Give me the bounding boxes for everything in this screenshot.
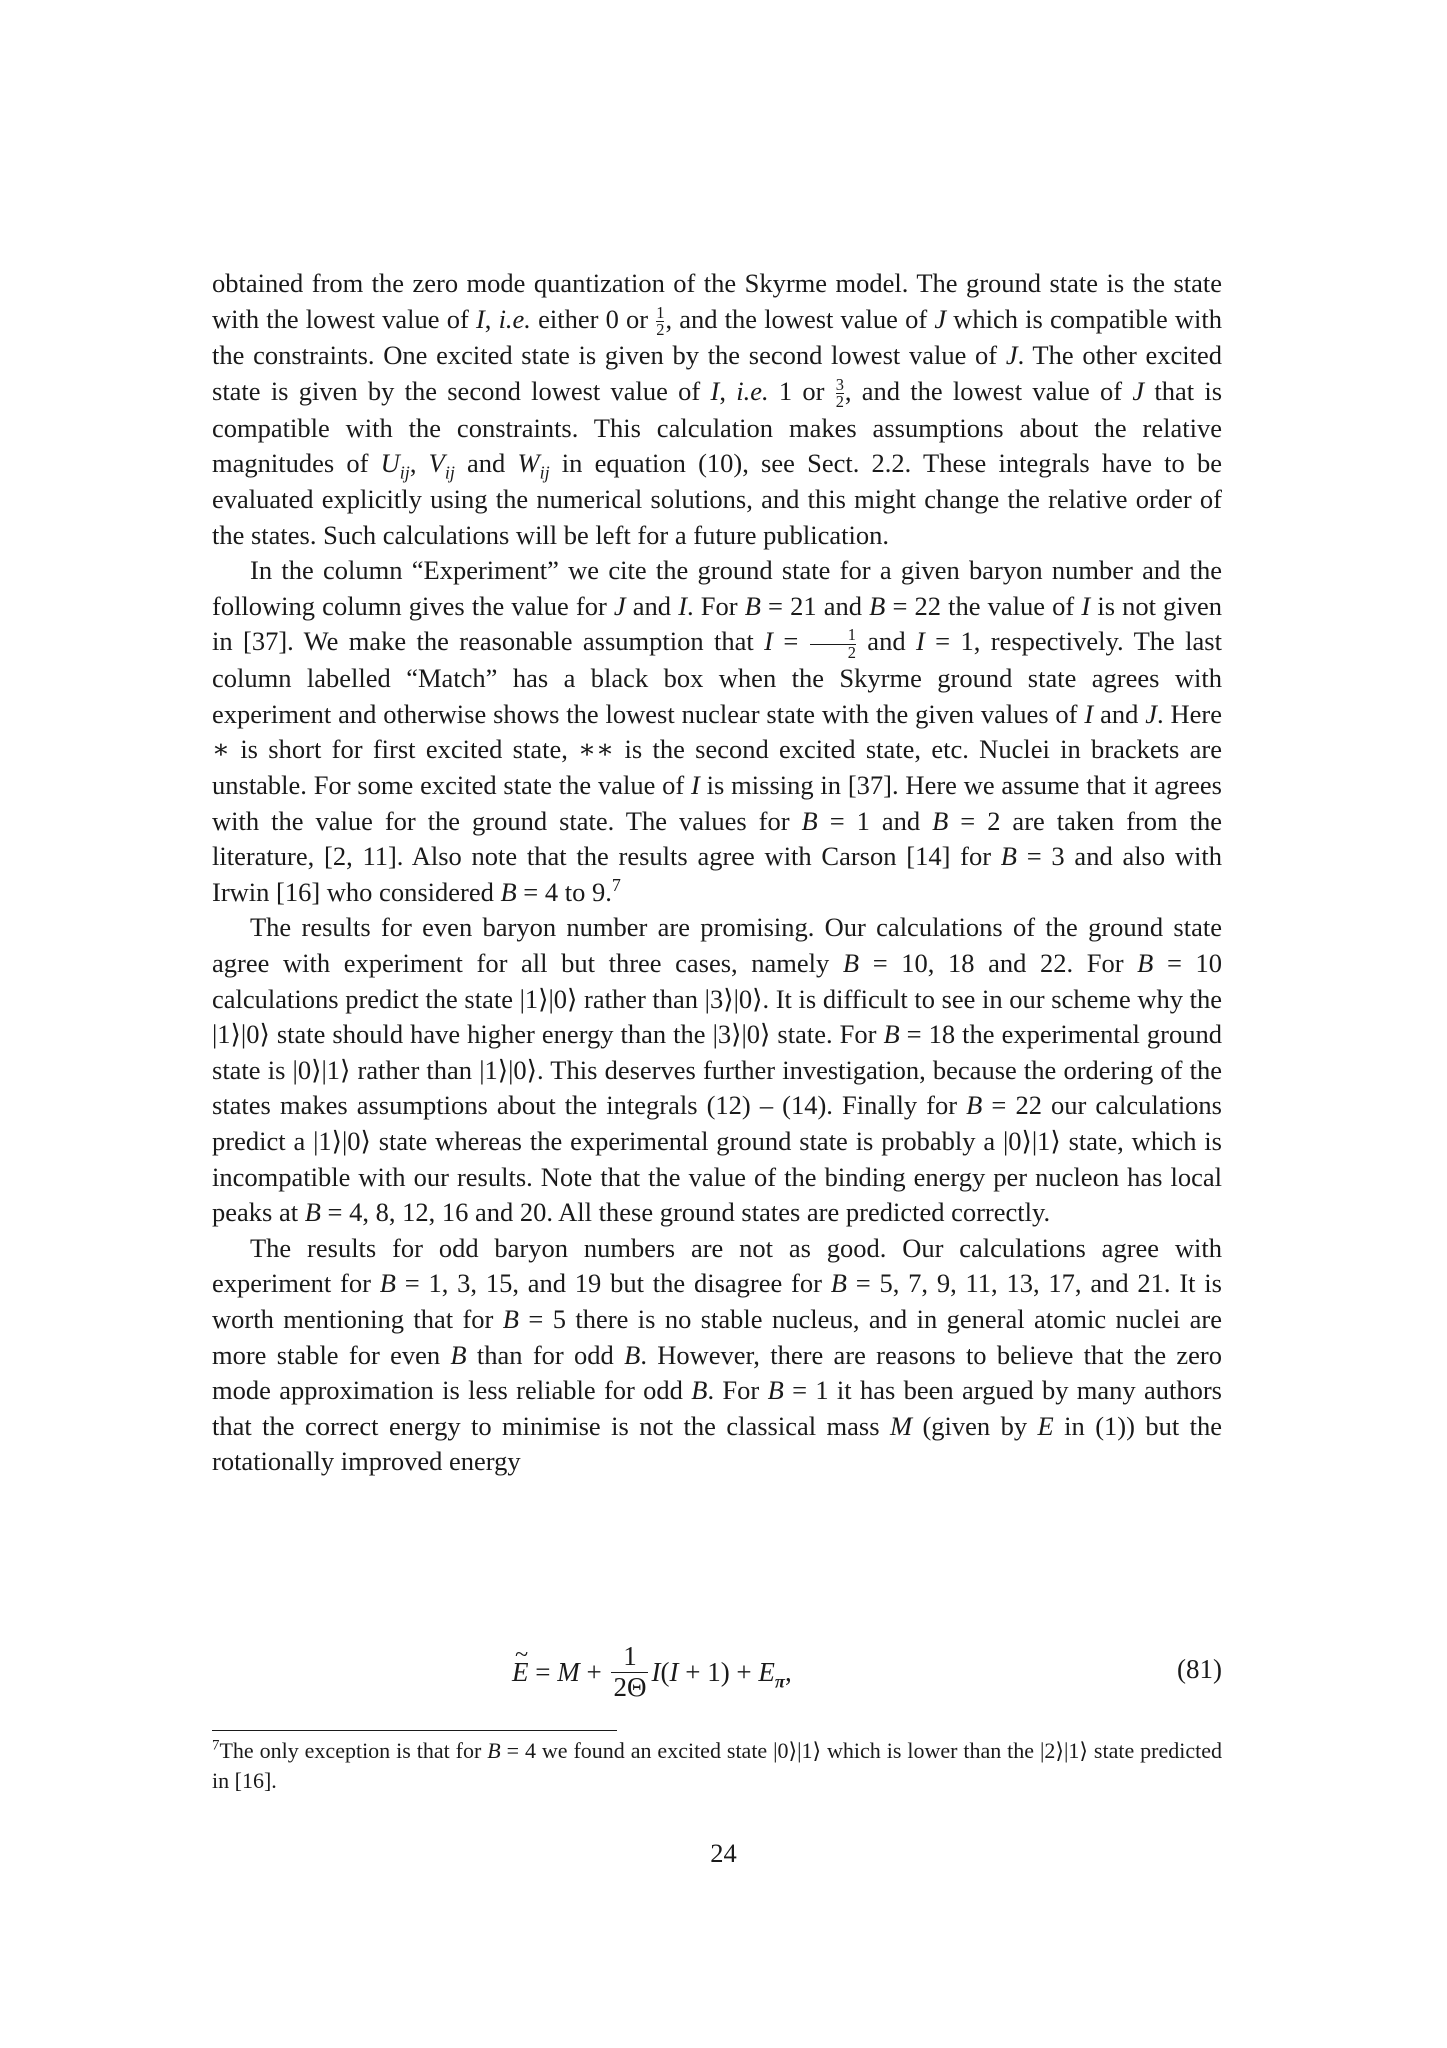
fraction-denominator: 2 bbox=[656, 319, 665, 339]
math-variable: I bbox=[764, 626, 773, 657]
math-variable: B bbox=[932, 805, 949, 836]
text-run: , bbox=[409, 448, 429, 479]
text-run: , bbox=[484, 303, 499, 334]
body-text bbox=[212, 266, 1222, 1480]
text-run: and bbox=[625, 590, 679, 621]
text-run: is missing in [37]. Here we assume that it agrees with the value for the ground state. The values for bbox=[212, 770, 1222, 836]
text-run: The results for odd baryon numbers are not as good. Our calculations agree with experiment for bbox=[212, 1232, 1222, 1299]
text-run: . For bbox=[707, 1375, 768, 1406]
math-variable: B bbox=[842, 947, 860, 978]
paragraph bbox=[212, 1231, 1222, 1480]
math-variable: B bbox=[487, 1738, 501, 1763]
math-variable: I bbox=[915, 626, 925, 657]
eq-isospin: I bbox=[651, 1656, 661, 1687]
paragraph bbox=[212, 553, 1222, 910]
math-variable: I bbox=[475, 303, 485, 334]
text-run: and bbox=[454, 448, 518, 479]
text-run: = 2 are taken from the literature, [2, 11]. Also note that the results agree with Carson [14] for bbox=[212, 805, 1222, 872]
text-run: , and the lowest value of bbox=[844, 376, 1133, 407]
fraction-denominator: 2 bbox=[835, 392, 844, 412]
math-variable: J bbox=[613, 590, 626, 621]
math-subscript: ij bbox=[539, 462, 550, 483]
equation-81 bbox=[212, 1632, 1222, 1712]
math-variable: B bbox=[1000, 841, 1017, 872]
footnote-rule bbox=[212, 1730, 617, 1731]
text-run: = 1 and bbox=[817, 805, 933, 836]
eq-fraction-denominator: 2Θ bbox=[613, 1671, 647, 1702]
fraction-numerator: 1 bbox=[656, 302, 665, 322]
eq-lhs: ~ E bbox=[512, 1657, 529, 1688]
text-run: . For bbox=[687, 590, 745, 621]
text-run: obtained from the zero mode quantization of the Skyrme model. The ground state is the state with the lowest value of bbox=[212, 268, 1222, 334]
footnote-mark: 7 bbox=[212, 1737, 220, 1754]
equation-body bbox=[512, 1632, 792, 1712]
text-run: than for odd bbox=[466, 1339, 625, 1370]
text-run: , bbox=[719, 376, 737, 407]
math-variable: I bbox=[1084, 698, 1094, 729]
emphasis: i.e. bbox=[498, 303, 531, 334]
text-run: = 22 our calculations predict a |1⟩|0⟩ state whereas the experimental ground state is probably a |0⟩|1⟩ state, which is incompatible with our results. Note that the value of the binding energy per nucleon has local peaks at bbox=[212, 1090, 1222, 1228]
text-run: The results for even baryon number are promising. Our calculations of the ground state agree with experiment for all but three cases, namely bbox=[212, 912, 1222, 978]
paragraph bbox=[212, 910, 1222, 1230]
math-variable: B bbox=[869, 590, 886, 621]
text-run: The only exception is that for bbox=[219, 1738, 488, 1763]
math-variable: I bbox=[710, 376, 720, 407]
math-variable: B bbox=[502, 1303, 519, 1334]
math-variable: $V_{ij}$ bbox=[428, 448, 455, 483]
emphasis: i.e. bbox=[736, 376, 769, 407]
math-variable: B bbox=[304, 1197, 321, 1228]
math-variable: B bbox=[744, 590, 761, 621]
text-run: = 1 it has been argued by many authors that the correct energy to minimise is not the classical mass bbox=[212, 1375, 1222, 1441]
eq-fraction-numerator: 1 bbox=[623, 1640, 637, 1671]
math-variable: I bbox=[691, 770, 700, 801]
eq-paren-open: ( bbox=[660, 1656, 670, 1687]
math-variable: I bbox=[1081, 590, 1091, 621]
text-run: = 5 there is no stable nucleus, and in general atomic nuclei are more stable for even bbox=[212, 1303, 1222, 1370]
text-run: = 4, 8, 12, 16 and 20. All these ground states are predicted correctly. bbox=[320, 1197, 1051, 1228]
text-run: = 4 to 9. bbox=[516, 876, 612, 907]
text-run: and bbox=[1093, 698, 1146, 729]
math-variable: J bbox=[934, 303, 947, 334]
math-variable: B bbox=[801, 805, 818, 836]
footnote bbox=[212, 1736, 1222, 1796]
math-variable: B bbox=[767, 1375, 784, 1406]
math-variable: B bbox=[379, 1268, 396, 1299]
math-variable: $U_{ij}$ bbox=[380, 448, 410, 483]
equation-number: (81) bbox=[1177, 1654, 1222, 1684]
text-run: = 21 and bbox=[760, 590, 870, 621]
paragraph bbox=[212, 266, 1222, 553]
math-variable: B bbox=[691, 1375, 708, 1406]
page-number: 24 bbox=[710, 1838, 737, 1868]
text-run: . However, there are reasons to believe that the zero mode approximation is less reliable for odd bbox=[212, 1339, 1223, 1406]
fraction-numerator: 3 bbox=[835, 374, 844, 394]
eq-pion-energy-base: E bbox=[758, 1656, 775, 1687]
inline-fraction bbox=[810, 627, 856, 661]
text-run: = 10, 18 and 22. For bbox=[859, 947, 1138, 978]
math-variable: B bbox=[624, 1339, 641, 1370]
text-run: and bbox=[856, 626, 916, 657]
text-run: In the column “Experiment” we cite the ground state for a given baryon number and the following column gives the value for bbox=[212, 555, 1222, 621]
text-run: which is compatible with the constraints. One excited state is given by the second lowest value of bbox=[212, 303, 1223, 371]
text-run: = 4 we found an excited state |0⟩|1⟩ which is lower than the |2⟩|1⟩ state predicted in [16]. bbox=[212, 1738, 1222, 1793]
eq-paren-close: + 1) + bbox=[678, 1656, 759, 1687]
footnote-marker: 7 bbox=[611, 874, 621, 895]
math-variable: B bbox=[830, 1268, 847, 1299]
text-run: (given by bbox=[912, 1410, 1038, 1441]
text-run: = 1, 3, 15, and 19 but the disagree for bbox=[395, 1268, 831, 1299]
text-run: , and the lowest value of bbox=[665, 303, 935, 334]
math-variable: J bbox=[1145, 698, 1158, 729]
eq-plus: + bbox=[579, 1656, 609, 1687]
math-subscript: ij bbox=[444, 462, 455, 483]
text-run: is not given in [37]. We make the reasonable assumption that bbox=[212, 590, 1222, 657]
eq-equals: = bbox=[528, 1656, 558, 1687]
math-variable: B bbox=[500, 876, 517, 907]
text-run: = 5, 7, 9, 11, 13, 17, and 21. It is worth mentioning that for bbox=[212, 1268, 1222, 1334]
eq-mass: M bbox=[557, 1656, 580, 1687]
text-run: = 22 the value of bbox=[885, 590, 1082, 621]
math-variable: $W_{ij}$ bbox=[517, 448, 550, 483]
text-run: . Here ∗ is short for first excited state, ∗∗ is the second excited state, etc. Nuclei in brackets are unstable. For some excited state the value of bbox=[212, 698, 1223, 801]
inline-fraction bbox=[656, 302, 665, 339]
math-variable: E bbox=[1037, 1410, 1054, 1441]
text-run: . The other excited state is given by the second lowest value of bbox=[212, 340, 1222, 407]
inline-fraction bbox=[835, 374, 844, 412]
text-run: = 18 the experimental ground state is |0⟩|1⟩ rather than |1⟩|0⟩. This deserves further investigation, because the ordering of the states makes assumptions about the integrals (12) – (14). Finally for bbox=[212, 1019, 1223, 1121]
eq-pion-energy bbox=[758, 1656, 785, 1691]
text-run: either 0 or bbox=[530, 303, 656, 334]
text-run: 1 or bbox=[768, 376, 835, 407]
math-variable: I bbox=[678, 590, 688, 621]
math-variable: J bbox=[1132, 376, 1145, 407]
text-run: = 3 and also with Irwin [16] who considered bbox=[212, 841, 1222, 907]
math-variable: B bbox=[883, 1019, 900, 1050]
eq-isospin-inner: I bbox=[669, 1656, 679, 1687]
fraction-denominator: 2 bbox=[810, 644, 856, 661]
text-run: in (1)) but the rotationally improved energy bbox=[212, 1410, 1223, 1477]
math-variable: B bbox=[966, 1090, 983, 1121]
text-run: that is compatible with the constraints. This calculation makes assumptions about the relative magnitudes of bbox=[212, 376, 1223, 479]
fraction-numerator: 1 bbox=[847, 625, 856, 645]
math-variable: M bbox=[889, 1410, 913, 1441]
math-subscript: ij bbox=[399, 462, 410, 483]
text-run: in equation (10), see Sect. 2.2. These integrals have to be evaluated explicitly using the numerical solutions, and this might change the relative order of the states. Such calculations will be left for a future publication. bbox=[212, 448, 1222, 550]
math-variable: J bbox=[1005, 340, 1018, 371]
footnote-text bbox=[212, 1736, 1222, 1796]
text-run: = 1, respectively. The last column labelled “Match” has a black box when the Skyrme ground state agrees with experiment and otherwise shows the lowest nuclear state with the given values of bbox=[212, 626, 1222, 729]
text-run: = 10 calculations predict the state |1⟩|0⟩ rather than |3⟩|0⟩. It is difficult to see in our scheme why the |1⟩|0⟩ state should have higher energy than the |3⟩|0⟩ state. For bbox=[212, 947, 1222, 1050]
math-variable: B bbox=[1137, 947, 1154, 978]
eq-pion-energy-sub: π bbox=[774, 1670, 785, 1691]
text-run: = bbox=[772, 626, 809, 657]
eq-comma: , bbox=[784, 1656, 792, 1687]
eq-fraction bbox=[611, 1642, 648, 1702]
math-variable: B bbox=[450, 1339, 467, 1370]
